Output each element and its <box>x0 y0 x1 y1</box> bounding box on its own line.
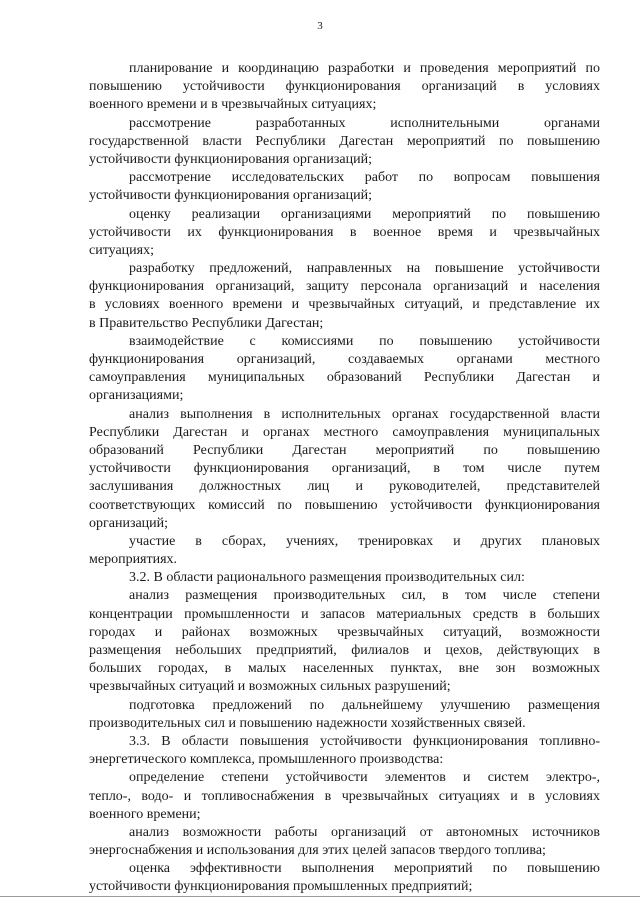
text-line: энергетического комплекса, промышленного производства: <box>89 752 444 768</box>
text-line: взаимодействие с комиссиями по повышению устойчивости <box>129 333 600 349</box>
text-line: подготовка предложений по дальнейшему улучшению размещения <box>129 697 600 713</box>
text-line: энергоснабжения и использования для этих целей запасов твердого топлива; <box>89 843 546 859</box>
text-line: функционирования организаций, создаваемых органами местного <box>89 352 600 367</box>
text-line: мероприятиях. <box>89 552 178 568</box>
text-line: устойчивости функционирования промышленных предприятий; <box>89 879 473 895</box>
text-line: военного времени; <box>89 806 201 822</box>
text-line: анализ возможности работы организаций от автономных источников <box>129 824 600 840</box>
text-line: оценку реализации организациями мероприятий по повышению <box>129 206 600 222</box>
page-number: 3 <box>317 20 323 32</box>
text-line: разработку предложений, направленных на повышение устойчивости <box>129 261 600 277</box>
text-line: ситуациях; <box>89 242 154 258</box>
text-line: тепло-, водо- и топливоснабжения в чрезвычайных ситуациях и в условиях <box>89 788 600 804</box>
text-line: участие в сборах, учениях, тренировках и других плановых <box>129 533 600 549</box>
scan-edge-line <box>0 896 640 897</box>
text-line: устойчивости функционирования организаций, в том числе путем <box>89 461 600 477</box>
text-line: военного времени и в чрезвычайных ситуациях; <box>89 97 377 113</box>
text-line: определение степени устойчивости элементов и систем электро-, <box>129 770 600 786</box>
text-line: планирование и координацию разработки и проведения мероприятий по <box>129 61 600 76</box>
text-line: самоуправления муниципальных образований Республики Дагестан и <box>89 370 600 386</box>
text-line: рассмотрение разработанных исполнительными органами <box>129 115 600 131</box>
text-line: больших городах, в малых населенных пунктах, вне зон возможных <box>89 661 600 677</box>
text-line: соответствующих комиссий по повышению устойчивости функционирования <box>89 497 600 513</box>
text-line: повышению устойчивости функционирования организаций в условиях <box>89 79 600 95</box>
text-line: в условиях военного времени и чрезвычайных ситуаций, и представление их <box>89 297 600 313</box>
text-line: рассмотрение исследовательских работ по вопросам повышения <box>129 170 600 186</box>
text-line: анализ выполнения в исполнительных органах государственной власти <box>129 406 600 422</box>
text-line: государственной власти Республики Дагестан мероприятий по повышению <box>89 133 600 149</box>
text-line: концентрации промышленности и запасов материальных средств в больших <box>89 606 600 622</box>
text-line: оценка эффективности выполнения мероприятий по повышению <box>129 861 600 877</box>
text-line: организациями; <box>89 388 184 404</box>
text-line: размещения небольших предприятий, филиалов и цехов, действующих в <box>89 643 600 658</box>
text-line: устойчивости их функционирования в военное время и чрезвычайных <box>89 224 600 240</box>
text-line: устойчивости функционирования организаций; <box>89 188 372 204</box>
text-line: 3.2. В области рационального размещения производительных сил: <box>129 570 525 586</box>
text-line: чрезвычайных ситуаций и возможных сильных разрушений; <box>89 679 451 695</box>
text-line: заслушивания должностных лиц и руководителей, представителей <box>89 479 600 495</box>
text-line: образований Республики Дагестан мероприятий по повышению <box>89 442 600 458</box>
text-line: городах и районах возможных чрезвычайных ситуаций, возможности <box>89 624 600 640</box>
text-line: в Правительство Республики Дагестан; <box>89 315 324 331</box>
text-line: 3.3. В области повышения устойчивости функционирования топливно- <box>129 733 600 749</box>
text-line: анализ размещения производительных сил, в том числе степени <box>129 588 600 604</box>
text-line: устойчивости функционирования организаций; <box>89 151 372 167</box>
text-line: Республики Дагестан и органах местного самоуправления муниципальных <box>89 424 600 440</box>
text-line: организаций; <box>89 515 169 531</box>
document-body <box>89 60 600 897</box>
text-line: производительных сил и повышению надежности хозяйственных связей. <box>89 715 526 731</box>
text-line: функционирования организаций, защиту персонала организаций и населения <box>89 279 600 295</box>
